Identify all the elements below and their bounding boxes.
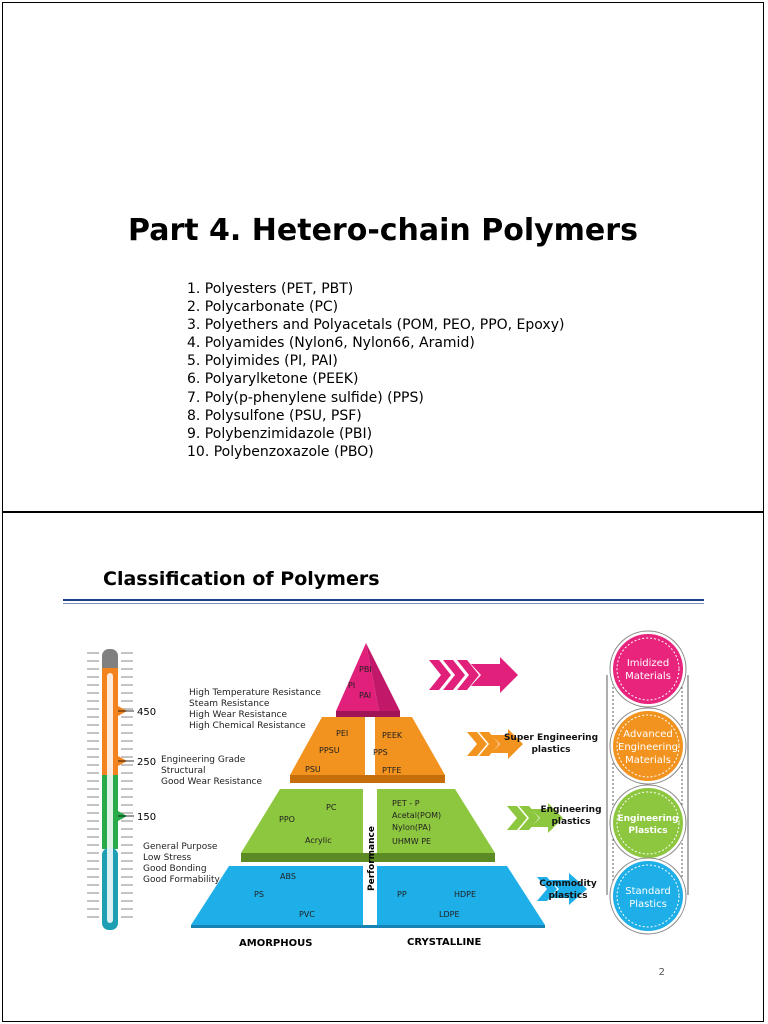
polymer-label: Acetal(POM) xyxy=(392,811,442,820)
topic-item: 2. Polycarbonate (PC) xyxy=(187,299,339,316)
polymer-label: PP xyxy=(397,890,407,899)
temp-mark-250: 250 xyxy=(137,757,157,768)
circle-label: Materials xyxy=(625,671,671,682)
polymer-label: HDPE xyxy=(454,890,477,899)
temp-mark-450: 450 xyxy=(137,707,157,718)
property-text: High Chemical Resistance xyxy=(189,721,306,731)
circle-label: Plastics xyxy=(629,899,667,910)
topic-item: 10. Polybenzoxazole (PBO) xyxy=(187,443,374,460)
property-text: High Wear Resistance xyxy=(189,710,288,720)
pyramid-tier-engineering-amorphous xyxy=(241,789,363,853)
polymer-label: PEEK xyxy=(382,731,403,740)
polymer-label: PET - P xyxy=(392,799,420,808)
property-text: High Temperature Resistance xyxy=(189,688,321,698)
polymer-label: PBI xyxy=(359,665,372,674)
polymer-label: PTFE xyxy=(382,766,402,775)
page-number: 2 xyxy=(658,967,665,978)
property-text: Good Wear Resistance xyxy=(161,777,263,787)
class-label: Engineering xyxy=(540,805,602,815)
topic-item: 4. Polyamides (Nylon6, Nylon66, Aramid) xyxy=(187,335,475,352)
topic-item: 5. Polyimides (PI, PAI) xyxy=(187,353,338,370)
class-label: plastics xyxy=(548,891,588,901)
polymer-label: PPS xyxy=(373,748,388,757)
class-label: plastics xyxy=(551,817,591,827)
polymer-label: ABS xyxy=(280,872,296,881)
polymer-label: PVC xyxy=(299,910,315,919)
circle-label: Engineering xyxy=(617,814,679,824)
property-text: Low Stress xyxy=(143,853,192,863)
polymer-label: PSU xyxy=(305,765,321,774)
property-text: General Purpose xyxy=(143,842,218,852)
crystalline-label: CRYSTALLINE xyxy=(407,937,482,948)
topic-item: 9. Polybenzimidazole (PBI) xyxy=(187,425,373,442)
circle-label: Advanced xyxy=(623,729,673,740)
slide-2-title: Classification of Polymers xyxy=(103,568,380,590)
circle-label: Engineering xyxy=(618,742,678,753)
polymer-label: PAI xyxy=(359,691,372,700)
polymer-label: PPO xyxy=(279,815,295,824)
polymer-label: PEI xyxy=(336,729,349,738)
polymer-label: PC xyxy=(326,803,337,812)
topic-item: 7. Poly(p-phenylene sulfide) (PPS) xyxy=(187,389,424,406)
topic-item: 1. Polyesters (PET, PBT) xyxy=(187,281,354,297)
slide-2 xyxy=(2,512,764,1022)
property-text: Engineering Grade xyxy=(161,755,246,765)
polymer-label: Nylon(PA) xyxy=(392,823,431,832)
temp-mark-150: 150 xyxy=(137,812,157,823)
topic-item: 3. Polyethers and Polyacetals (POM, PEO, PPO, Epoxy) xyxy=(187,317,565,334)
property-text: Structural xyxy=(161,766,206,776)
polymer-label: UHMW PE xyxy=(392,837,432,846)
topic-list xyxy=(187,280,564,461)
class-label: Super Engineering xyxy=(503,733,599,743)
super-engineering-arrow xyxy=(429,657,518,693)
circle-label: Standard xyxy=(625,886,671,897)
imidized-materials-circle xyxy=(613,634,683,704)
topic-item: 6. Polyarylketone (PEEK) xyxy=(187,371,359,388)
class-label: Commodity xyxy=(539,879,597,889)
polymer-classification-diagram xyxy=(3,513,763,1021)
property-text: Good Formability xyxy=(143,875,220,885)
slide-1-title: Part 4. Hetero-chain Polymers xyxy=(128,213,638,248)
polymer-label: PS xyxy=(254,890,264,899)
circle-label: Imidized xyxy=(626,658,670,669)
polymer-label: LDPE xyxy=(439,910,460,919)
property-text: Good Bonding xyxy=(143,864,207,874)
amorphous-label: AMORPHOUS xyxy=(239,938,313,949)
polymer-label: PPSU xyxy=(319,746,340,755)
polymer-label: PI xyxy=(348,681,356,690)
slide-1 xyxy=(2,2,764,512)
class-label: plastics xyxy=(531,745,571,755)
polymer-label: Acrylic xyxy=(305,836,332,845)
property-text: Steam Resistance xyxy=(189,699,270,709)
circle-label: Materials xyxy=(625,755,671,766)
topic-item: 8. Polysulfone (PSU, PSF) xyxy=(187,407,362,424)
performance-axis-label: Performance xyxy=(367,826,377,891)
circle-label: Plastics xyxy=(628,826,668,836)
